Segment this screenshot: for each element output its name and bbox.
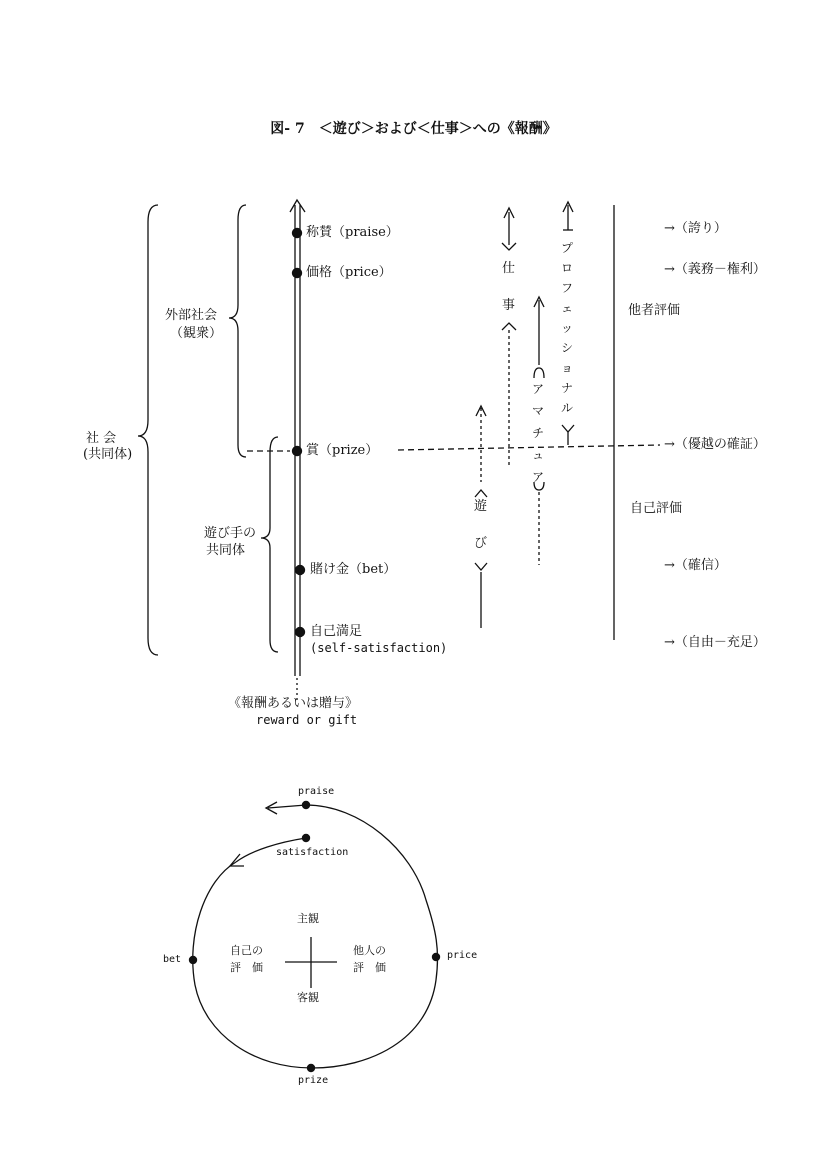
outcome-confidence: →（確信） — [664, 558, 727, 573]
circle-label-praise: praise — [298, 786, 335, 797]
eval-self: 自己評価 — [630, 501, 683, 516]
reward-jp: 《報酬あるいは贈与》 — [228, 696, 359, 711]
outcome-duty-right: →（義務－権利） — [664, 262, 766, 277]
cycle-outer-path — [193, 805, 438, 1068]
group-external-society: 外部社会 — [165, 308, 218, 323]
reward-en: reward or gift — [256, 713, 358, 727]
eval-others: 他者評価 — [628, 303, 681, 318]
society-brace — [138, 205, 158, 655]
vertical-label-work-1: 仕 — [502, 261, 516, 276]
circle-label-objective: 客観 — [297, 991, 319, 1004]
group-society: 社 会 — [86, 431, 117, 446]
circle-label-prize: prize — [298, 1075, 329, 1086]
group-society-sub: (共同体) — [83, 447, 133, 462]
circle-label-others-eval-2: 評 価 — [353, 961, 386, 974]
circle-label-bet: bet — [163, 954, 182, 965]
circle-label-self-eval-2: 評 価 — [230, 961, 263, 974]
level-praise: 称賛（praise） — [306, 225, 399, 240]
level-self-satisfaction-en: (self-satisfaction) — [310, 641, 448, 655]
external-society-brace — [229, 205, 246, 457]
outcome-pride: →（誇り） — [664, 221, 727, 236]
vertical-label-play: 遊 び — [474, 499, 488, 551]
circle-label-others-eval-1: 他人の — [353, 944, 386, 957]
group-external-society-sub: （観衆） — [170, 326, 223, 341]
outcome-superiority: →（優越の確証） — [664, 437, 766, 452]
level-bet: 賭け金（bet） — [310, 562, 397, 577]
vertical-label-work — [502, 262, 515, 322]
figure-title: 図- 7 ＜遊び＞および＜仕事＞への《報酬》 — [270, 121, 557, 137]
level-price: 価格（price） — [306, 265, 392, 280]
circle-label-self-eval-1: 自己の — [230, 944, 263, 957]
players-community-brace — [261, 437, 278, 652]
level-self-satisfaction: 自己満足 — [310, 624, 363, 639]
circle-label-subjective: 主観 — [297, 912, 319, 925]
circle-label-satisfaction: satisfaction — [276, 847, 349, 858]
vertical-label-work-2: 事 — [502, 298, 516, 313]
level-prize: 賞（prize） — [306, 443, 379, 458]
group-players-community: 遊び手の — [204, 526, 257, 541]
vertical-label-professional: プ ロ フ ェ ッ シ ョ ナ ル — [561, 241, 574, 415]
circle-label-price: price — [447, 950, 478, 961]
group-players-community-sub: 共同体 — [206, 543, 246, 558]
vertical-label-amateur: ア マ チ ュ ア — [532, 382, 545, 484]
outcome-freedom: →（自由－充足） — [664, 635, 766, 650]
